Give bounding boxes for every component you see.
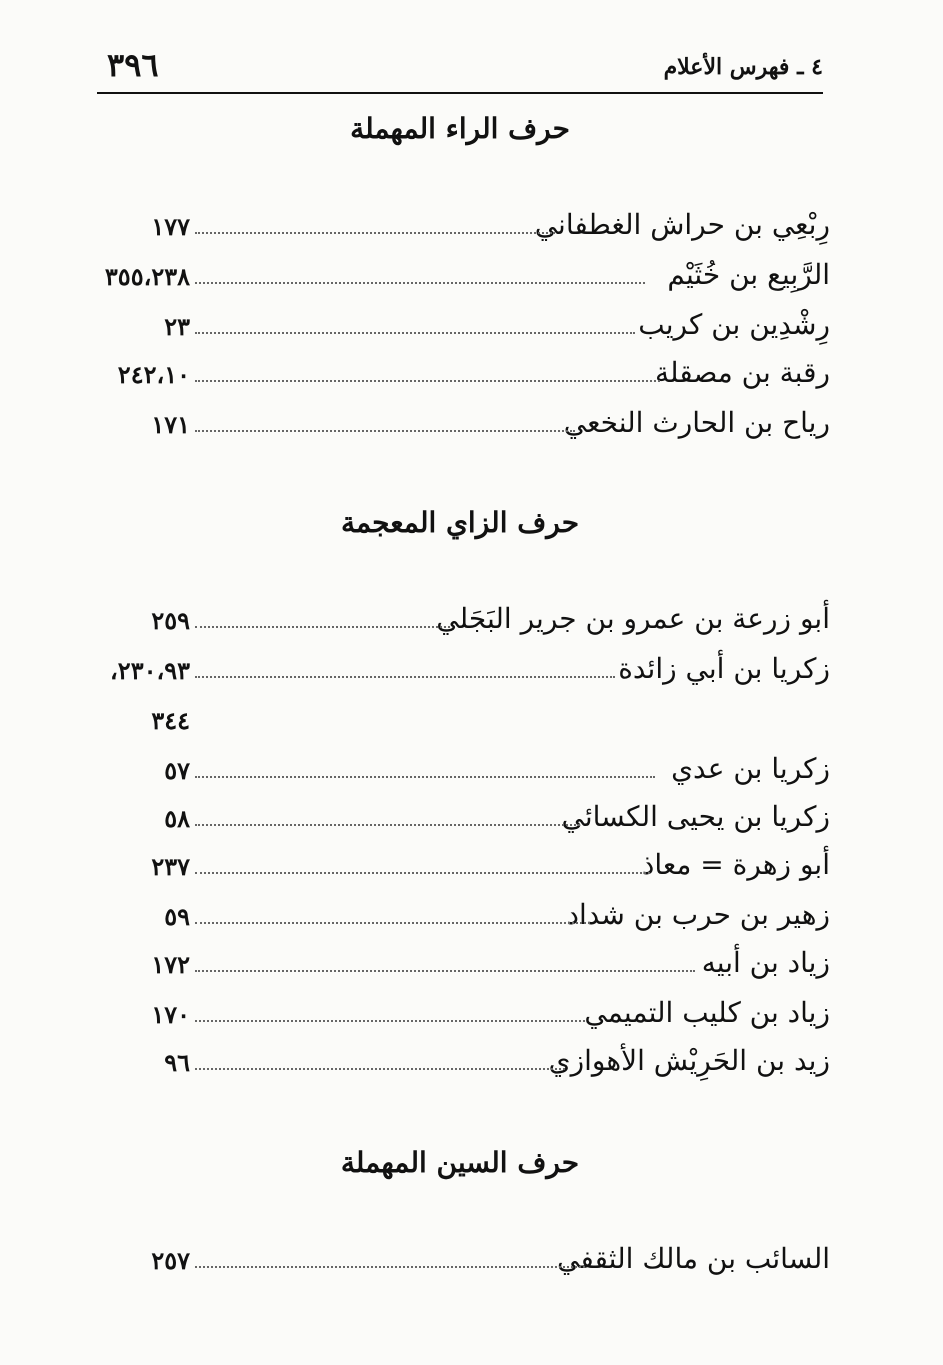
- section-title-zay: حرف الزاي المعجمة: [340, 506, 579, 539]
- leader-dots: [195, 970, 695, 972]
- entry-name: زياد بن كليب التميمي: [584, 996, 830, 1029]
- entry-name: السائب بن مالك الثقفي: [557, 1242, 830, 1275]
- entry-name: زكريا بن أبي زائدة: [618, 652, 830, 685]
- entry-pages: ١٧٠: [151, 1000, 190, 1029]
- entry-name: زهير بن حرب بن شداد: [566, 898, 830, 931]
- entry-pages: ٢٣: [164, 312, 190, 341]
- entry-name: زيد بن الحَرِيْش الأهوازي: [548, 1044, 830, 1077]
- index-entry: [90, 650, 830, 694]
- index-entry: [90, 798, 830, 842]
- index-entry: [90, 896, 830, 940]
- entry-name: زكريا بن عدي: [671, 752, 830, 785]
- index-entry: [90, 1042, 830, 1086]
- entry-pages: ٢٤٢،١٠: [117, 360, 190, 389]
- leader-dots: [195, 1266, 585, 1268]
- leader-dots: [195, 380, 660, 382]
- entry-name: زكريا بن يحيى الكسائي: [561, 800, 830, 833]
- index-entry: [90, 944, 830, 988]
- entry-name: رِشْدِين بن كريب: [638, 308, 830, 341]
- index-entry: [90, 354, 830, 398]
- leader-dots: [195, 282, 645, 284]
- index-entry: [90, 256, 830, 300]
- index-entry: [90, 206, 830, 250]
- entry-name: أبو زهرة = معاذ: [641, 848, 830, 881]
- page-header: [97, 40, 823, 94]
- section-title-sin: حرف السين المهملة: [340, 1146, 580, 1179]
- leader-dots: [195, 922, 590, 924]
- entry-pages: ٣٥٥،٢٣٨: [104, 262, 190, 291]
- entry-pages: ٢٥٩: [151, 606, 190, 635]
- leader-dots: [195, 626, 450, 628]
- index-entry: [90, 750, 830, 794]
- page-number: ٣٩٦: [107, 46, 159, 84]
- entry-pages: ٥٩: [164, 902, 190, 931]
- leader-dots: [195, 676, 615, 678]
- leader-dots: [195, 824, 580, 826]
- entry-pages: ٥٧: [164, 756, 190, 785]
- index-entry: [90, 404, 830, 448]
- running-title: ٤ ـ فهرس الأعلام: [663, 54, 823, 80]
- entry-pages: ١٧٧: [151, 212, 190, 241]
- entry-name: الرَّبِيع بن خُثَيْم: [667, 258, 830, 291]
- leader-dots: [195, 1020, 585, 1022]
- leader-dots: [195, 872, 650, 874]
- entry-pages: ٢٣٠،٩٣،: [110, 656, 190, 685]
- leader-dots: [195, 776, 655, 778]
- index-entry: [90, 600, 830, 644]
- leader-dots: [195, 332, 635, 334]
- entry-name: رِبْعِي بن حراش الغطفاني: [534, 208, 830, 241]
- index-entry: [90, 1240, 830, 1284]
- entry-pages: ٢٥٧: [151, 1246, 190, 1275]
- entry-name: أبو زرعة بن عمرو بن جرير البَجَلي: [436, 602, 830, 635]
- entry-pages: ١٧٢: [151, 950, 190, 979]
- leader-dots: [195, 1068, 565, 1070]
- entry-name: رياح بن الحارث النخعي: [563, 406, 830, 439]
- entry-pages-continued: ٣٤٤: [151, 706, 190, 735]
- index-entry: [90, 994, 830, 1038]
- entry-name: رقبة بن مصقلة: [655, 356, 830, 389]
- entry-pages: ١٧١: [151, 410, 190, 439]
- leader-dots: [195, 232, 555, 234]
- index-entry: [90, 846, 830, 890]
- entry-pages: ٢٣٧: [151, 852, 190, 881]
- entry-name: زياد بن أبيه: [701, 946, 830, 979]
- leader-dots: [195, 430, 575, 432]
- entry-pages: ٥٨: [164, 804, 190, 833]
- section-title-ra: حرف الراء المهملة: [350, 112, 570, 145]
- index-entry: [90, 306, 830, 350]
- entry-pages: ٩٦: [164, 1048, 190, 1077]
